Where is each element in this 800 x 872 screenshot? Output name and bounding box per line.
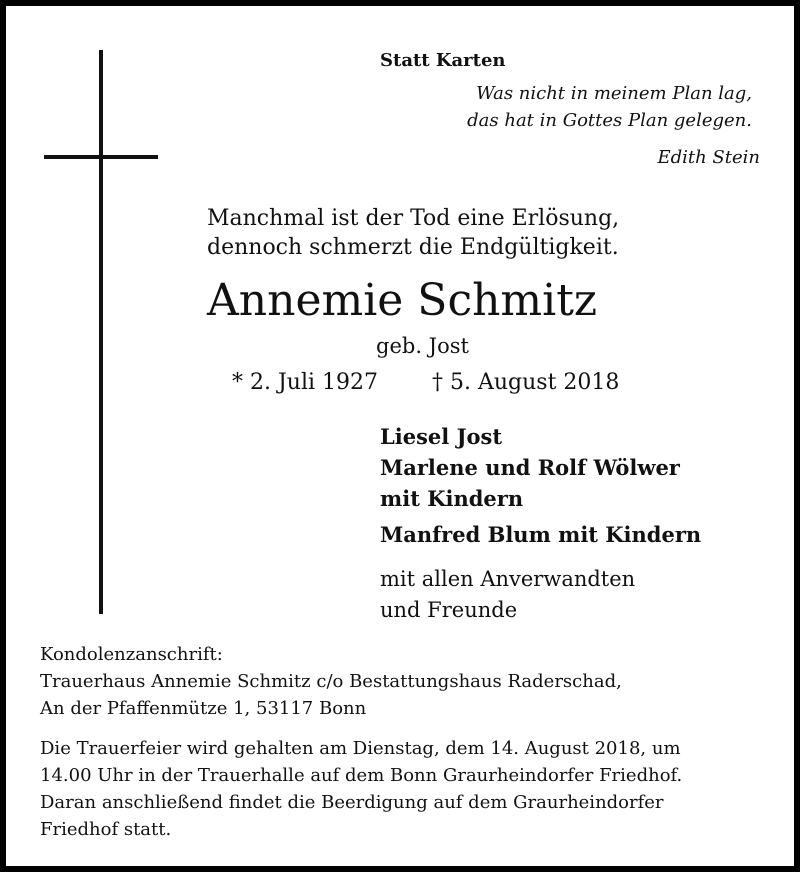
relatives-line: mit allen Anverwandten xyxy=(380,567,636,591)
ceremony-line: Daran anschließend findet die Beerdigung auf dem Graurheindorfer xyxy=(40,792,664,813)
cross-symbol-horizontal xyxy=(44,155,158,159)
birth-date: * 2. Juli 1927 xyxy=(232,370,379,395)
condolence-line: An der Pfaffenmütze 1, 53117 Bonn xyxy=(40,698,367,719)
quote-author: Edith Stein xyxy=(657,147,760,168)
relatives-line: und Freunde xyxy=(380,598,518,622)
ceremony-info xyxy=(40,735,780,843)
ceremony-line: Friedhof statt. xyxy=(40,819,172,840)
deceased-name: Annemie Schmitz xyxy=(207,275,598,326)
quote xyxy=(467,80,752,134)
mourner-line: mit Kindern xyxy=(380,486,524,511)
relatives-text xyxy=(380,564,635,626)
ceremony-line: Die Trauerfeier wird gehalten am Dienstag, dem 14. August 2018, um xyxy=(40,738,681,759)
quote-line: Was nicht in meinem Plan lag, xyxy=(476,83,752,104)
mourner-line: Manfred Blum mit Kindern xyxy=(380,522,702,547)
mourner-line: Liesel Jost xyxy=(380,424,503,449)
quote-line: das hat in Gottes Plan gelegen. xyxy=(467,110,752,131)
mourner-line: Marlene und Rolf Wölwer xyxy=(380,455,680,480)
condolence-address xyxy=(40,641,622,722)
ceremony-line: 14.00 Uhr in der Trauerhalle auf dem Bonn Graurheindorfer Friedhof. xyxy=(40,765,683,786)
cross-symbol-vertical xyxy=(99,50,103,614)
condolence-line: Trauerhaus Annemie Schmitz c/o Bestattungshaus Raderschad, xyxy=(40,671,622,692)
condolence-line: Kondolenzanschrift: xyxy=(40,644,223,665)
intro-line: dennoch schmerzt die Endgültigkeit. xyxy=(207,235,619,260)
death-date: † 5. August 2018 xyxy=(432,370,620,395)
mourners-list xyxy=(380,421,680,514)
birth-name: geb. Jost xyxy=(376,334,469,358)
intro-text xyxy=(207,204,619,262)
intro-line: Manchmal ist der Tod eine Erlösung, xyxy=(207,206,620,231)
statt-karten-heading: Statt Karten xyxy=(380,50,506,71)
